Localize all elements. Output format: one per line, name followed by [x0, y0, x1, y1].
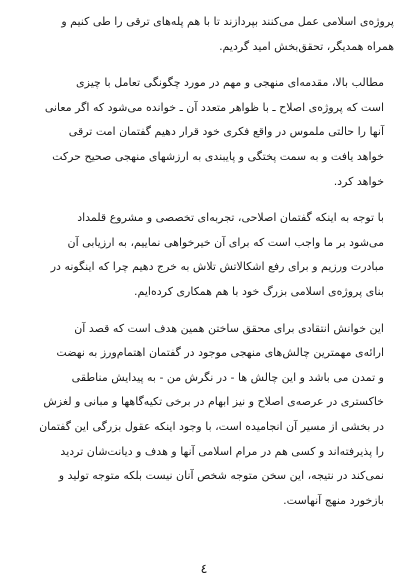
text-line: آنها را حالتی ملموس در واقع فکری خود قرار دهیم گفتمان امت ترقی — [68, 125, 384, 139]
text-line: و تمدن می باشد و این چالش ها - در نگرش من - به پیدایش مناطقی — [71, 370, 384, 384]
text-line: همراه همدیگر، تحقق‌بخش امید گردیم. — [219, 39, 394, 53]
document-page — [22, 10, 394, 525]
text-line: مطالب بالا، مقدمه‌ای منهجی و مهم در مورد چگونگی تعامل با چیزی — [76, 76, 384, 90]
text-line: می‌شود بر ما واجب است که برای آن خیرخواهی نماییم، به ارزیابی آن — [67, 235, 384, 249]
text-line: ارائه‌ی مهمترین چالش‌های منهجی موجود در گفتمان اهتمام‌ورز به نهضت — [56, 346, 384, 360]
text-line: را پذیرفته‌اند و کسی هم در مرام اسلامی آنها و هدف و دیانت‌شان تردید — [60, 444, 384, 458]
text-line: بازخورد منهج آنهاست. — [283, 493, 384, 507]
page-number: ٤ — [200, 562, 208, 577]
text-line: بنای پروژه‌ی اسلامی بزرگ خود با هم همکاری کرده‌ایم. — [134, 284, 384, 298]
paragraph — [22, 206, 394, 304]
paragraph — [22, 317, 394, 514]
text-line: خواهد کرد. — [333, 174, 384, 188]
text-line: مبادرت ورزیم و برای رفع اشکالاتش تلاش به خرج دهیم چرا که اینگونه در — [50, 260, 384, 274]
text-line: پروژه‌ی اسلامی عمل می‌کنند بپردازند تا با هم پله‌های ترقی را طی کنیم و — [61, 15, 394, 28]
text-line: خاکستری در عرصه‌ی اصلاح و نیز ابهام در برخی تکیه‌گاهها و مبانی و لغزش — [43, 395, 384, 409]
text-line: این خوانش انتقادی برای محقق ساختن همین هدف است که قصد آن — [74, 321, 384, 335]
text-line: در بخشی از مسیر آن انجامیده است، با وجود اینکه عقول بزرگی این گفتمان — [39, 419, 384, 433]
paragraph — [22, 10, 394, 59]
text-line: خواهد یافت و به سمت پختگی و پایبندی به ارزشهای منهجی صحیح حرکت — [52, 149, 384, 163]
paragraph — [22, 71, 394, 194]
text-line: است که پروژه‌ی اصلاح ـ با ظواهر متعدد آن ـ خوانده می‌شود که اگر معانی — [44, 100, 384, 114]
text-line: با توجه به اینکه گفتمان اصلاحی، تجربه‌ای تخصصی و مشروع قلمداد — [77, 211, 384, 225]
text-line: نمی‌کند در نتیجه، این سخن متوجه شخص آنان نیست بلکه متوجه تولید و — [58, 469, 384, 483]
